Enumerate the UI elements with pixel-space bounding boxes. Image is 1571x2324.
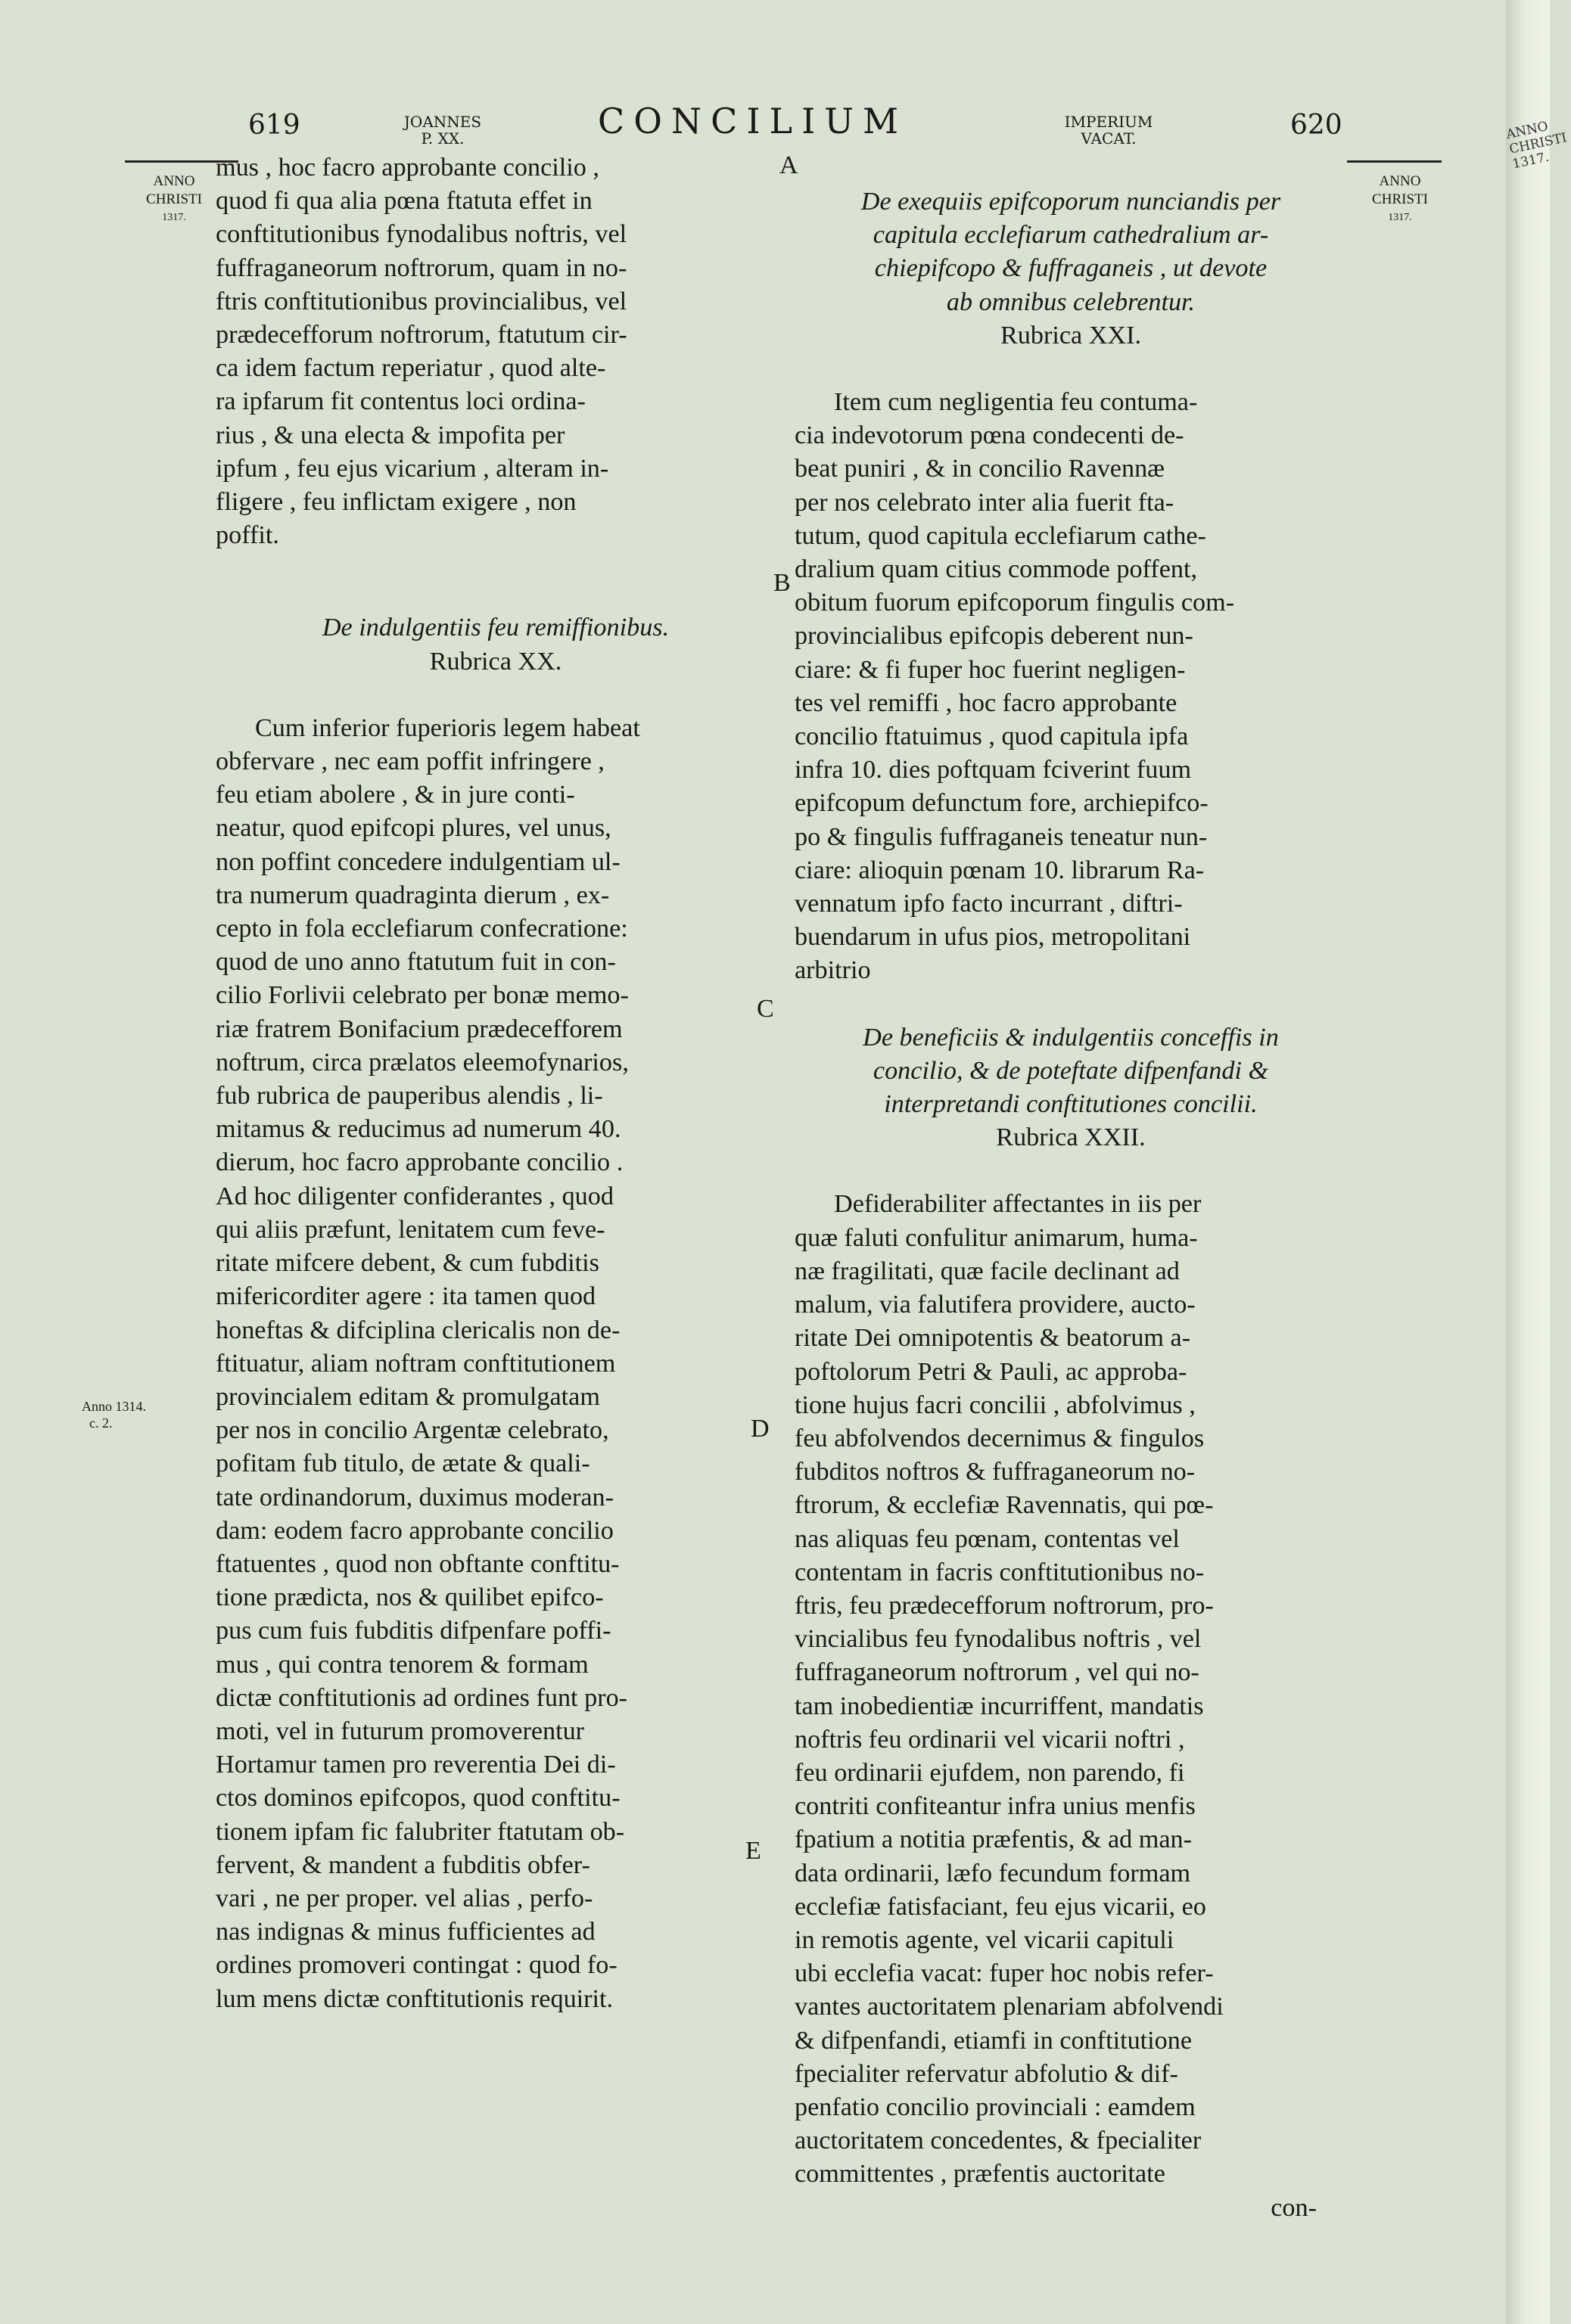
right-paragraph-1: [795, 386, 1347, 988]
text-line: per nos in concilio Argentæ celebrato,: [216, 1416, 609, 1445]
text-line: committentes , præfentis auctoritate: [795, 2160, 1165, 2189]
left-anno-note: [121, 172, 227, 227]
text-line: dierum, hoc facro approbante concilio .: [216, 1148, 624, 1177]
text-line: quod fi qua alia pœna ftatuta effet in: [216, 187, 593, 216]
catchword: con-: [1271, 2193, 1317, 2222]
page-title: CONCILIUM: [598, 101, 908, 141]
text-line: mifericorditer agere : ita tamen quod: [216, 1282, 596, 1311]
text-line: fuffraganeorum noftrorum, quam in no-: [216, 253, 627, 282]
text-line: ctos dominos epifcopos, quod conftitu-: [216, 1784, 621, 1813]
text-line: feu abfolvendos decernimus & fingulos: [795, 1424, 1205, 1452]
title-line: capitula ecclefiarum cathedralium ar-: [873, 221, 1269, 250]
left-anno-word: ANNO: [153, 173, 195, 189]
text-line: noftris feu ordinarii vel vicarii noftri ,: [795, 1725, 1185, 1754]
pope-label: [390, 113, 496, 147]
text-line: tes vel remiffi , hoc facro approbante: [795, 688, 1177, 717]
text-line: fubditos noftros & fuffraganeorum no-: [795, 1458, 1196, 1487]
right-text-column: [795, 185, 1347, 2225]
text-line: fuffraganeorum noftrorum , vel qui no-: [795, 1658, 1199, 1687]
right-anno-word: ANNO: [1379, 173, 1421, 189]
section-21-rubrica: Rubrica XXI.: [1000, 321, 1142, 350]
text-line: rius , & una electa & impofita per: [216, 421, 565, 449]
citation-year: Anno 1314.: [82, 1399, 146, 1414]
title-line: concilio, & de poteftate difpenfandi &: [873, 1056, 1269, 1085]
left-page-number: 619: [248, 110, 300, 141]
left-christi-word: CHRISTI: [146, 191, 202, 207]
text-line: dictæ conftitutionis ad ordines funt pro-: [216, 1683, 628, 1712]
text-line: prædecefforum noftrorum, ftatutum cir-: [216, 321, 627, 350]
text-line: ritate Dei omnipotentis & beatorum a-: [795, 1324, 1191, 1353]
section-letter-d: D: [751, 1415, 770, 1443]
text-line: næ fragilitati, quæ facile declinant ad: [795, 1257, 1180, 1285]
text-line: ciare: & fi fuper hoc fuerint negligen-: [795, 655, 1186, 684]
text-line: provincialem editam & promulgatam: [216, 1382, 600, 1411]
text-line: nas aliquas feu pœnam, contentas vel: [795, 1524, 1180, 1553]
title-line: chiepifcopo & fuffraganeis , ut devote: [874, 254, 1268, 283]
text-line: penfatio concilio provinciali : eamdem: [795, 2093, 1196, 2121]
text-line: ritate mifcere debent, & cum fubditis: [216, 1249, 599, 1278]
right-paragraph-2: [795, 1188, 1347, 2191]
text-line: Hortamur tamen pro reverentia Dei di-: [216, 1751, 616, 1779]
text-line: noftrum, circa prælatos eleemofynarios,: [216, 1048, 629, 1077]
text-line: riæ fratrem Bonifacium prædecefforem: [216, 1014, 623, 1043]
text-line: malum, via falutifera providere, aucto-: [795, 1291, 1196, 1319]
text-line: dam: eodem facro approbante concilio: [216, 1516, 614, 1545]
text-line: po & fingulis fuffraganeis teneatur nun-: [795, 822, 1208, 851]
section-22-title: [795, 1021, 1347, 1122]
text-line: cepto in fola ecclefiarum confecratione:: [216, 915, 628, 943]
right-margin-rule: [1347, 160, 1442, 163]
text-line: tionem ipfam fic falubriter ftatutam ob-: [216, 1817, 625, 1846]
text-line: infra 10. dies poftquam fciverint fuum: [795, 756, 1192, 785]
text-line: lum mens dictæ conftitutionis requirit.: [216, 1984, 614, 2013]
text-line: contentam in facris conftitutionibus no-: [795, 1558, 1205, 1586]
edge-anno-fragment: ANNO CHRISTI 1317.: [1504, 119, 1569, 172]
text-line: ftituatur, aliam noftram conftitutionem: [216, 1349, 616, 1378]
text-line: pofitam fub titulo, de ætate & quali-: [216, 1449, 590, 1478]
text-line: tione prædicta, nos & quilibet epifco-: [216, 1583, 604, 1612]
text-line: vincialibus feu fynodalibus noftris , vel: [795, 1625, 1202, 1654]
text-line: poftolorum Petri & Pauli, ac approba-: [795, 1357, 1187, 1386]
title-line: ab omnibus celebrentur.: [946, 287, 1196, 316]
text-line: contriti confiteantur infra unius menfis: [795, 1792, 1196, 1821]
section-letter-a: A: [779, 151, 798, 179]
text-line: quod de uno anno ftatutum fuit in con-: [216, 948, 616, 977]
text-line: qui aliis præfunt, lenitatem cum feve-: [216, 1215, 605, 1244]
right-christi-word: CHRISTI: [1372, 191, 1428, 207]
text-line: ftris conftitutionibus provincialibus, vel: [216, 287, 627, 315]
title-line: De exequiis epifcoporum nunciandis per: [860, 188, 1281, 216]
text-line: ra ipfarum fit contentus loci ordina-: [216, 387, 586, 416]
text-line: epifcopum defunctum fore, archiepifco-: [795, 789, 1209, 818]
text-line: ubi ecclefia vacat: fuper hoc nobis refer-: [795, 1959, 1214, 1988]
text-line: Defiderabiliter affectantes in iis per: [834, 1190, 1202, 1219]
text-line: mitamus & reducimus ad numerum 40.: [216, 1115, 621, 1144]
text-line: dralium quam citius commode poffent,: [795, 555, 1198, 584]
right-year: 1317.: [1388, 212, 1412, 223]
title-line: De beneficiis & indulgentiis conceffis in: [863, 1023, 1279, 1052]
text-line: arbitrio: [795, 956, 871, 985]
text-line: provincialibus epifcopis deberent nun-: [795, 622, 1193, 651]
citation-note: [82, 1398, 195, 1431]
next-page-edge: [1504, 0, 1569, 2324]
text-line: tione hujus facri concilii , abfolvimus ,: [795, 1390, 1196, 1419]
section-20-title: De indulgentiis feu remiffionibus.: [322, 614, 670, 642]
text-line: cilio Forlivii celebrato per bonæ memo-: [216, 981, 629, 1010]
pope-number: P. XX.: [421, 129, 465, 148]
text-line: auctoritatem concedentes, & fpecialiter: [795, 2127, 1202, 2155]
left-paragraph-1: [216, 151, 776, 552]
text-line: data ordinarii, læfo fecundum formam: [795, 1859, 1191, 1887]
text-line: buendarum in ufus pios, metropolitani: [795, 923, 1191, 952]
text-line: vari , ne per proper. vel alias , perfo-: [216, 1884, 593, 1912]
section-20-rubrica: Rubrica XX.: [429, 647, 562, 676]
text-line: moti, vel in futurum promoverentur: [216, 1717, 585, 1745]
text-line: vennatum ipfo facto incurrant , diftri-: [795, 890, 1183, 918]
text-line: obfervare , nec eam poffit infringere ,: [216, 747, 605, 776]
section-letter-c: C: [757, 995, 774, 1023]
text-line: tate ordinandorum, duximus moderan-: [216, 1483, 614, 1512]
text-line: non poffint concedere indulgentiam ul-: [216, 847, 621, 876]
text-line: tra numerum quadraginta dierum , ex-: [216, 881, 610, 909]
text-line: ciare: alioquin pœnam 10. librarum Ra-: [795, 856, 1205, 884]
text-line: ipfum , feu ejus vicarium , alteram in-: [216, 454, 609, 483]
text-line: ecclefiæ fatisfaciant, feu ejus vicarii, eo: [795, 1892, 1206, 1921]
text-line: feu ordinarii ejufdem, non parendo, fi: [795, 1758, 1185, 1787]
text-line: fpatium a notitia præfentis, & ad man-: [795, 1825, 1193, 1854]
text-line: beat puniri , & in concilio Ravennæ: [795, 455, 1165, 483]
text-line: obitum fuorum epifcoporum fingulis com-: [795, 589, 1235, 617]
left-text-column: [216, 151, 776, 2016]
text-line: fub rubrica de pauperibus alendis , li-: [216, 1082, 603, 1111]
text-line: in remotis agente, vel vicarii capituli: [795, 1925, 1174, 1954]
section-letter-b: B: [773, 569, 791, 597]
text-line: Ad hoc diligenter confiderantes , quod: [216, 1182, 614, 1210]
text-line: per nos celebrato inter alia fuerit fta-: [795, 488, 1174, 517]
text-line: mus , qui contra tenorem & formam: [216, 1650, 589, 1679]
text-line: cia indevotorum pœna condecenti de-: [795, 421, 1184, 450]
text-line: Cum inferior fuperioris legem habeat: [255, 713, 640, 742]
text-line: ca idem factum reperiatur , quod alte-: [216, 354, 606, 383]
text-line: conftitutionibus fynodalibus noftris, vel: [216, 220, 627, 249]
text-line: ftrorum, & ecclefiæ Ravennatis, qui pœ-: [795, 1491, 1214, 1520]
imperium-label: [1052, 113, 1165, 147]
section-22-rubrica: Rubrica XXII.: [996, 1123, 1146, 1152]
text-line: fervent, & mandent a fubditis obfer-: [216, 1850, 590, 1879]
text-line: feu etiam abolere , & in jure conti-: [216, 781, 575, 809]
left-year: 1317.: [162, 212, 186, 223]
text-line: honeftas & difciplina clericalis non de-: [216, 1316, 621, 1344]
text-line: neatur, quod epifcopi plures, vel unus,: [216, 814, 611, 843]
text-line: fpecialiter refervatur abfolutio & dif-: [795, 2059, 1178, 2088]
text-line: poffit.: [216, 521, 279, 550]
text-line: vantes auctoritatem plenariam abfolvendi: [795, 1993, 1224, 2021]
imperium-status: VACAT.: [1081, 129, 1137, 148]
text-line: mus , hoc facro approbante concilio ,: [216, 154, 599, 182]
imperium-name: IMPERIUM: [1064, 113, 1153, 131]
text-line: pus cum fuis fubditis difpenfare poffi-: [216, 1617, 611, 1645]
text-line: tam inobedientiæ incurriffent, mandatis: [795, 1692, 1204, 1720]
right-page-number: 620: [1290, 110, 1342, 141]
text-line: ftatuentes , quod non obftante conftitu-: [216, 1549, 620, 1578]
text-line: & difpenfandi, etiamfi in conftitutione: [795, 2026, 1193, 2055]
text-line: ftris, feu prædecefforum noftrorum, pro-: [795, 1591, 1214, 1620]
text-line: concilio ftatuimus , quod capitula ipfa: [795, 722, 1189, 751]
left-paragraph-2: [216, 712, 776, 2016]
right-anno-note: [1347, 172, 1453, 227]
text-line: quæ faluti confulitur animarum, huma-: [795, 1223, 1198, 1252]
citation-chapter: c. 2.: [89, 1415, 113, 1431]
text-line: Item cum negligentia feu contuma-: [834, 388, 1198, 417]
section-letter-e: E: [745, 1837, 761, 1865]
text-line: nas indignas & minus fufficientes ad: [216, 1918, 596, 1947]
text-line: fligere , feu inflictam exigere , non: [216, 488, 577, 517]
title-line: interpretandi conftitutiones concilii.: [884, 1090, 1258, 1119]
text-line: ordines promoveri contingat : quod fo-: [216, 1951, 618, 1980]
text-line: tutum, quod capitula ecclefiarum cathe-: [795, 521, 1206, 550]
pope-name: JOANNES: [403, 113, 482, 131]
section-21-title: [795, 185, 1347, 319]
